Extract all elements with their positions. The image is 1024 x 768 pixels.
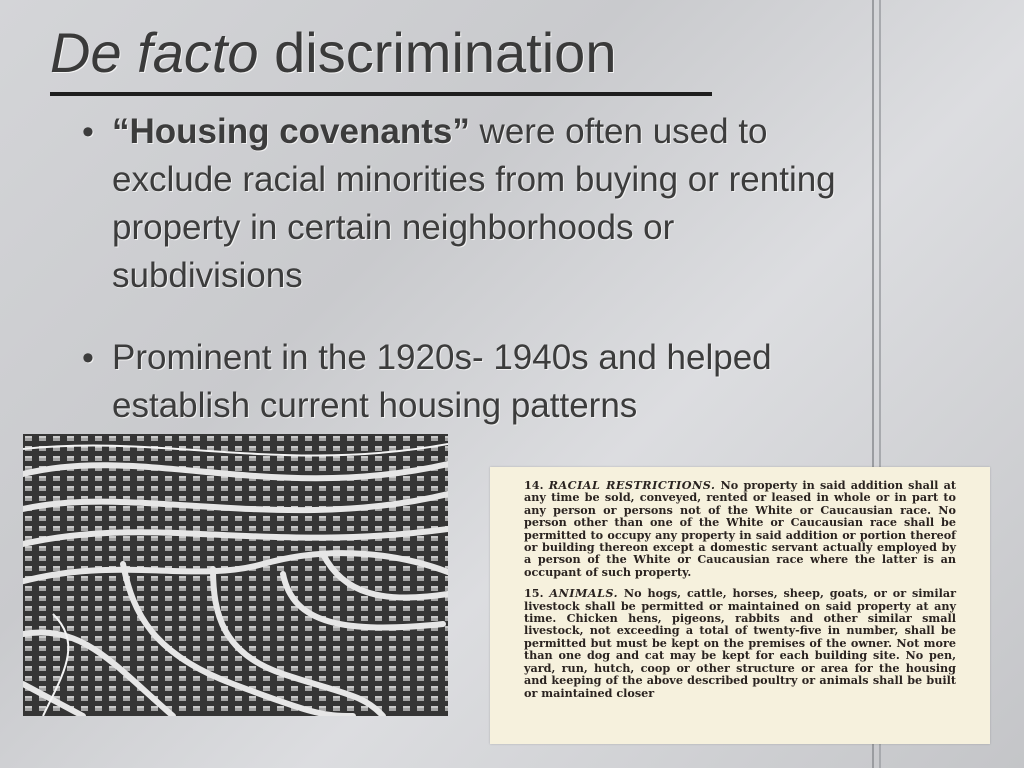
document-paragraph — [524, 479, 956, 578]
title-underline — [50, 92, 712, 96]
paragraph-heading: ANIMALS. — [549, 586, 619, 601]
aerial-suburb-illustration — [23, 434, 448, 716]
slide-title-italic: De facto — [50, 21, 259, 84]
bullet-icon: • — [82, 339, 94, 377]
paragraph-body: No hogs, cattle, horses, sheep, goats, or or similar livestock shall be permitted or maintained on said property at any time. Chicken hens, pigeons, rabbits and other similar small livestock, not exceeding a total of twenty-five in number, shall be permitted but must be kept on the premises of the owner. Not more than one dog and cat may be kept for each building site. No pen, yard, run, hutch, coop or other structure or area for the housing and keeping of the above described poultry or animals shall be built or maintained closer — [524, 586, 956, 700]
bullet-list — [80, 108, 860, 430]
bullet-icon: • — [82, 113, 94, 151]
paragraph-number: 15. — [524, 586, 544, 601]
bullet-text: Prominent in the 1920s- 1940s and helped establish current housing patterns — [112, 338, 772, 425]
paragraph-number: 14. — [524, 478, 544, 492]
document-paragraph — [524, 587, 956, 699]
bullet-text: were often used to exclude racial minorities from buying or renting property in certain neighborhoods or subdivisions — [112, 112, 836, 295]
bullet-item — [80, 108, 860, 300]
covenant-document-image — [490, 467, 990, 744]
bullet-bold-text: “Housing covenants” — [112, 112, 470, 151]
covenant-document-text — [490, 467, 990, 699]
paragraph-heading: RACIAL RESTRICTIONS. — [548, 478, 716, 492]
bullet-item — [80, 334, 860, 430]
aerial-suburb-photo — [23, 434, 448, 716]
slide-title-rest: discrimination — [258, 21, 617, 84]
slide-title — [50, 22, 616, 84]
paragraph-body: No property in said addition shall at any time be sold, conveyed, rented or leased in whole or in part to any person or persons not of the White or Caucausian race. No person other than one of the White or Caucausian race shall be permitted to occupy any property in said addition or portion thereof or building thereon except a domestic servant actually employed by a person of the White or Caucausian race where the latter is an occupant of such property. — [524, 478, 956, 579]
